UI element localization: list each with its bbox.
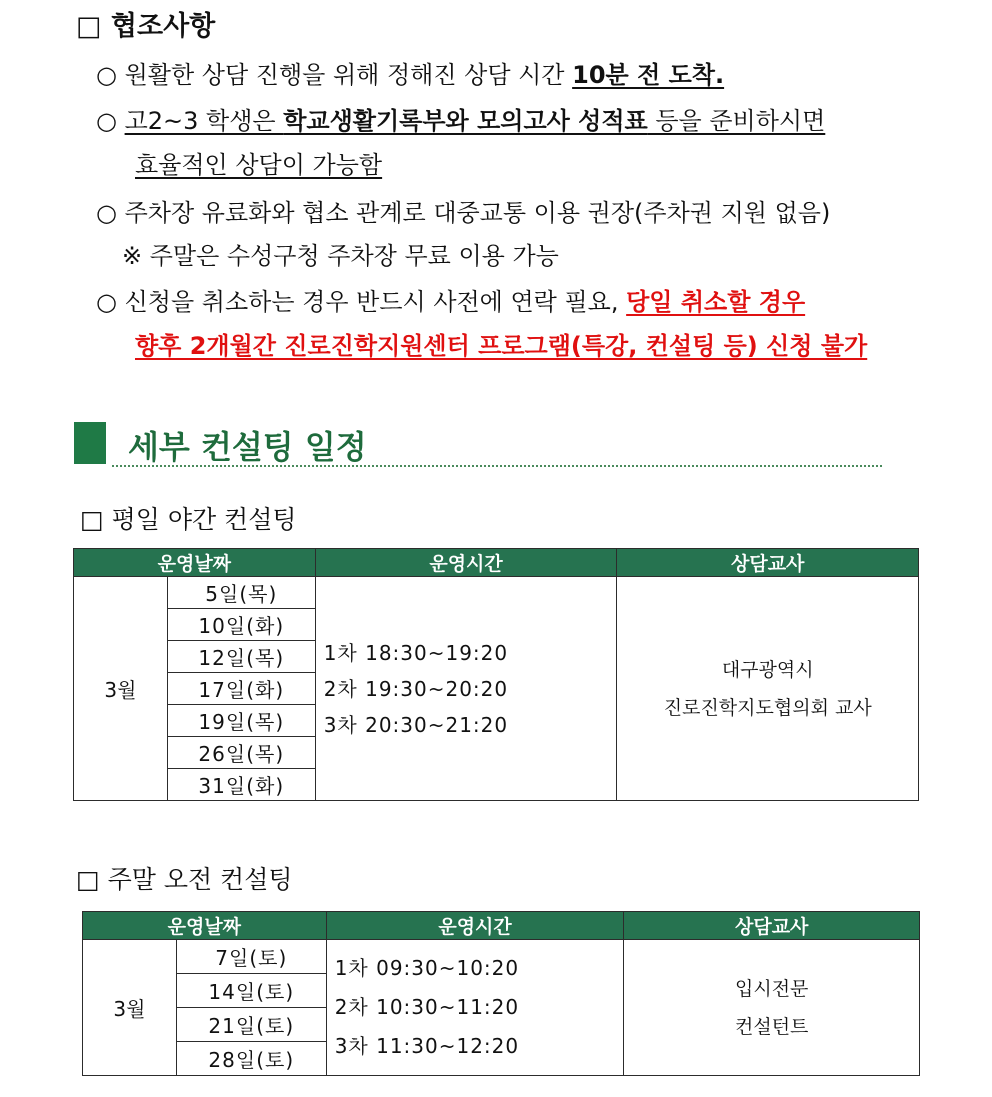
header-date: 운영날짜 (74, 549, 316, 577)
weekend-schedule-table (82, 911, 920, 1076)
section-title: 세부 컨설팅 일정 (128, 428, 367, 466)
cooperation-item-2 (96, 101, 825, 136)
header-date: 운영날짜 (83, 912, 327, 940)
cooperation-item-4 (96, 282, 805, 317)
cancel-warning: 당일 취소할 경우 (626, 288, 806, 316)
cooperation-item-1 (96, 55, 724, 90)
counselor-cell: 입시전문 컨설턴트 (624, 940, 920, 1076)
date-cell: 17일(화) (167, 673, 315, 705)
date-cell: 14일(토) (176, 974, 326, 1008)
item-text: 주차장 유료화와 협소 관계로 대중교통 이용 권장(주차권 지원 없음) (124, 199, 831, 227)
weekend-heading: □ 주말 오전 컨설팅 (76, 865, 293, 894)
header-counselor: 상담교사 (617, 549, 919, 577)
weekday-heading: □ 평일 야간 컨설팅 (80, 505, 297, 534)
date-cell: 5일(목) (167, 577, 315, 609)
weekday-schedule-table (73, 548, 919, 801)
note-mark: ※ (122, 242, 143, 270)
date-cell: 21일(토) (176, 1008, 326, 1042)
time-slots (326, 940, 624, 1076)
date-cell: 31일(화) (167, 769, 315, 801)
date-cell: 19일(목) (167, 705, 315, 737)
date-cell: 28일(토) (176, 1042, 326, 1076)
section-divider (112, 465, 882, 467)
time-slot: 2차 19:30~20:20 (323, 676, 509, 701)
item-text: 주말은 수성구청 주차장 무료 이용 가능 (149, 242, 559, 270)
table-header-row (83, 912, 920, 940)
cancel-warning-cont: 향후 2개월간 진로진학지원센터 프로그램(특강, 컨설팅 등) 신청 불가 (135, 332, 868, 360)
month-cell: 3월 (83, 940, 177, 1076)
section-marker (74, 422, 106, 464)
cooperation-item-4-cont (135, 326, 867, 361)
cooperation-note (122, 236, 559, 271)
date-cell: 7일(토) (176, 940, 326, 974)
item-emphasis: 10분 전 도착. (572, 61, 725, 89)
time-slot: 3차 20:30~21:20 (323, 712, 509, 737)
time-slot: 1차 18:30~19:20 (323, 640, 509, 665)
table-row (83, 940, 920, 974)
month-cell: 3월 (74, 577, 168, 801)
header-time: 운영시간 (315, 549, 617, 577)
bullet: ○ (96, 61, 117, 89)
item-text: 원활한 상담 진행을 위해 정해진 상담 시간 (124, 61, 573, 89)
bullet: ○ (96, 199, 117, 227)
header-time: 운영시간 (326, 912, 624, 940)
time-slot: 1차 09:30~10:20 (334, 956, 520, 980)
table-row (74, 577, 919, 609)
time-slots (315, 577, 617, 801)
counselor-cell: 대구광역시 진로진학지도협의회 교사 (617, 577, 919, 801)
cooperation-item-2-cont: 효율적인 상담이 가능함 (135, 151, 383, 179)
cooperation-heading: □ 협조사항 (76, 11, 216, 42)
item-text: 고2~3 학생은 학교생활기록부와 모의고사 성적표 등을 준비하시면 (124, 107, 826, 135)
table-header-row (74, 549, 919, 577)
date-cell: 12일(목) (167, 641, 315, 673)
time-slot: 2차 10:30~11:20 (334, 995, 520, 1019)
header-counselor: 상담교사 (624, 912, 920, 940)
bullet: ○ (96, 107, 117, 135)
time-slot: 3차 11:30~12:20 (334, 1034, 520, 1058)
item-emphasis: 학교생활기록부와 모의고사 성적표 (283, 107, 648, 135)
date-cell: 10일(화) (167, 609, 315, 641)
cooperation-item-3 (96, 193, 830, 228)
item-text: 신청을 취소하는 경우 반드시 사전에 연락 필요, (124, 288, 627, 316)
bullet: ○ (96, 288, 117, 316)
date-cell: 26일(목) (167, 737, 315, 769)
